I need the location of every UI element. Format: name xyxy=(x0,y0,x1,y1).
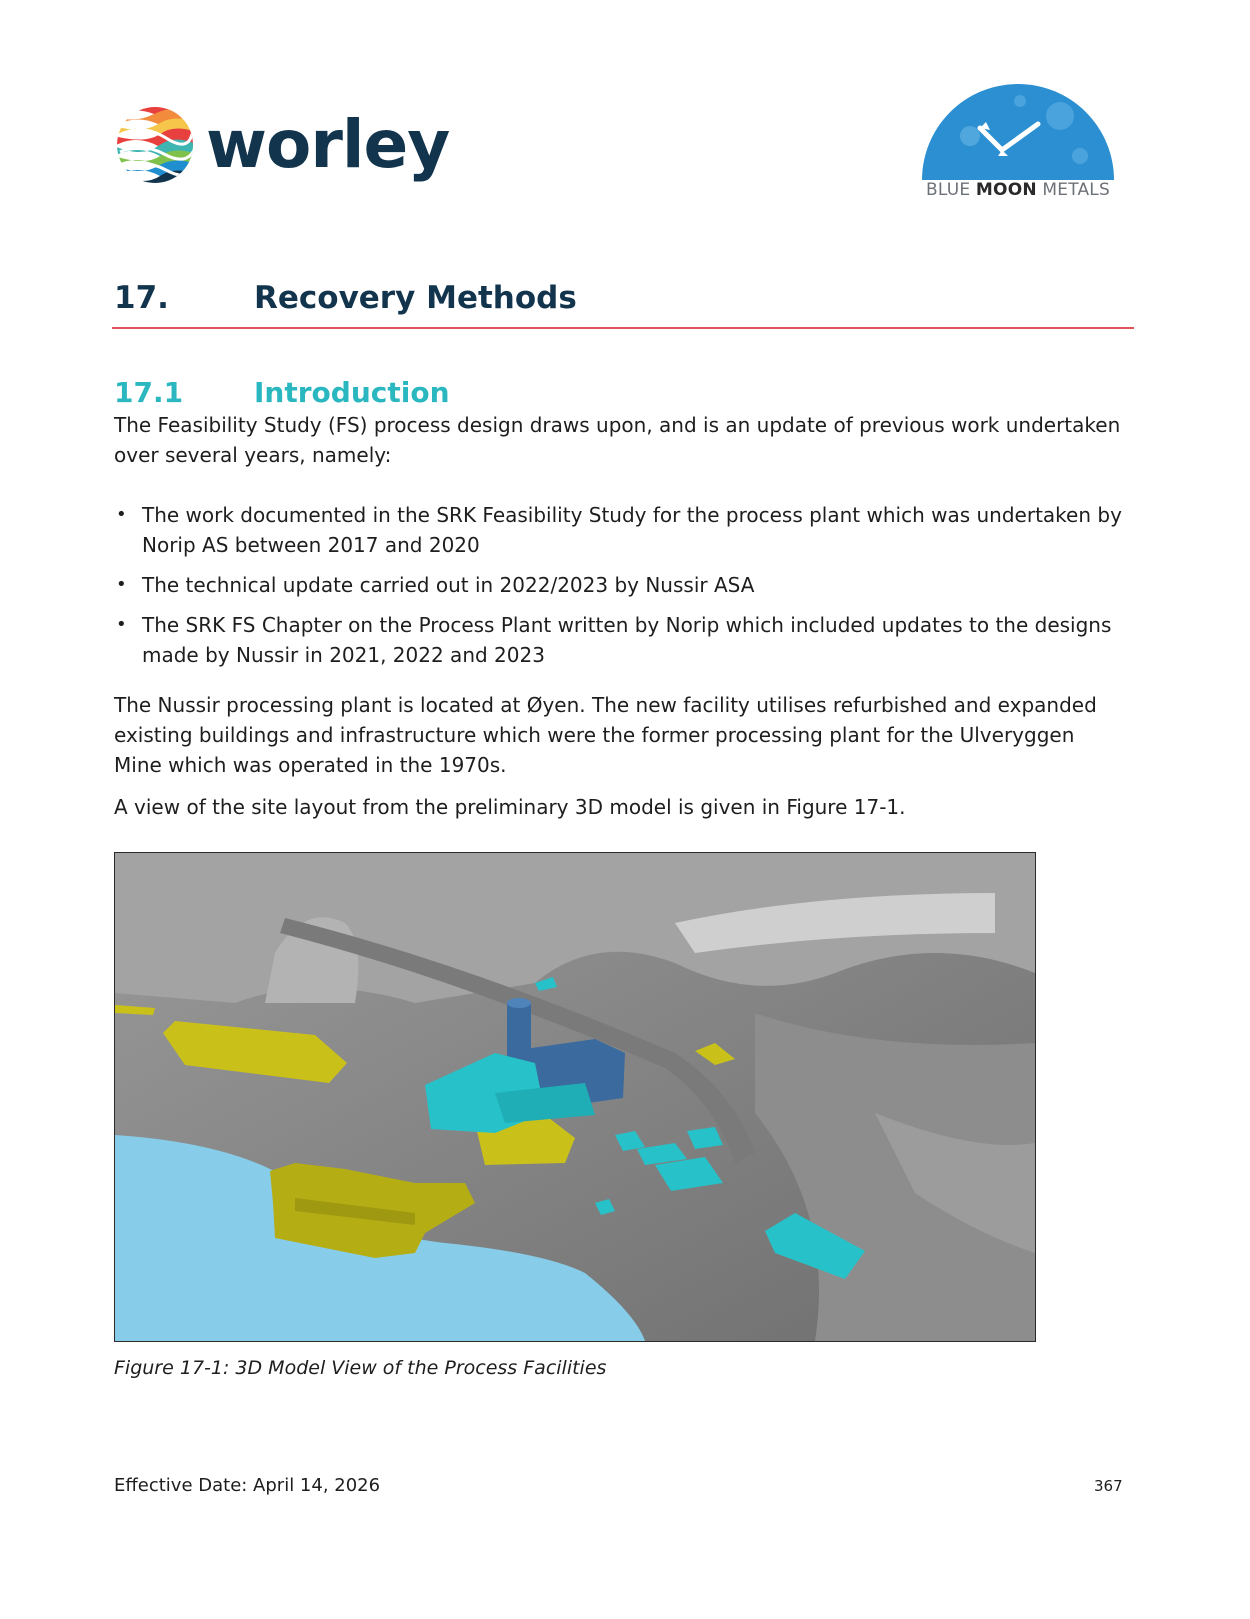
section-number: 17. xyxy=(114,280,169,316)
list-item: • The SRK FS Chapter on the Process Plant written by Norip which included updates to the designs made by Nussir in 2021, 2022 and 2023 xyxy=(114,610,1124,670)
blue-moon-metals-logo xyxy=(910,76,1126,211)
figure-3d-model xyxy=(114,852,1036,1342)
page-number: 367 xyxy=(1094,1477,1123,1495)
section-heading xyxy=(114,278,1132,328)
subsection-title: Introduction xyxy=(254,376,450,409)
effective-date: Effective Date: April 14, 2026 xyxy=(114,1475,381,1496)
figure-reference-paragraph: A view of the site layout from the preliminary 3D model is given in Figure 17-1. xyxy=(114,795,906,819)
intro-paragraph: The Feasibility Study (FS) process design draws upon, and is an update of previous work undertaken over several years, namely: xyxy=(114,413,1121,467)
3d-model-image xyxy=(115,853,1035,1341)
list-item: • The technical update carried out in 2022/2023 by Nussir ASA xyxy=(114,570,1124,600)
worley-logo xyxy=(114,104,454,194)
figure-caption: Figure 17-1: 3D Model View of the Process Facilities xyxy=(114,1357,607,1379)
subsection-heading xyxy=(114,374,1132,414)
worley-wordmark: worley xyxy=(206,106,450,183)
subsection-number: 17.1 xyxy=(114,376,184,409)
worley-swirl-icon xyxy=(114,104,196,186)
list-item: • The work documented in the SRK Feasibility Study for the process plant which was undertaken by Norip AS between 2017 and 2020 xyxy=(114,500,1124,560)
blue-moon-icon xyxy=(910,76,1126,180)
blue-moon-metals-wordmark: BLUE MOON METALS xyxy=(926,180,1110,200)
section-title: Recovery Methods xyxy=(254,280,577,316)
location-paragraph: The Nussir processing plant is located at Øyen. The new facility utilises refurbished and expanded existing buildings and infrastructure which were the former processing plant for the Ulveryggen Mine which was operated in the 1970s. xyxy=(114,693,1097,777)
bullet-list xyxy=(114,500,1124,680)
section-divider xyxy=(112,327,1134,329)
